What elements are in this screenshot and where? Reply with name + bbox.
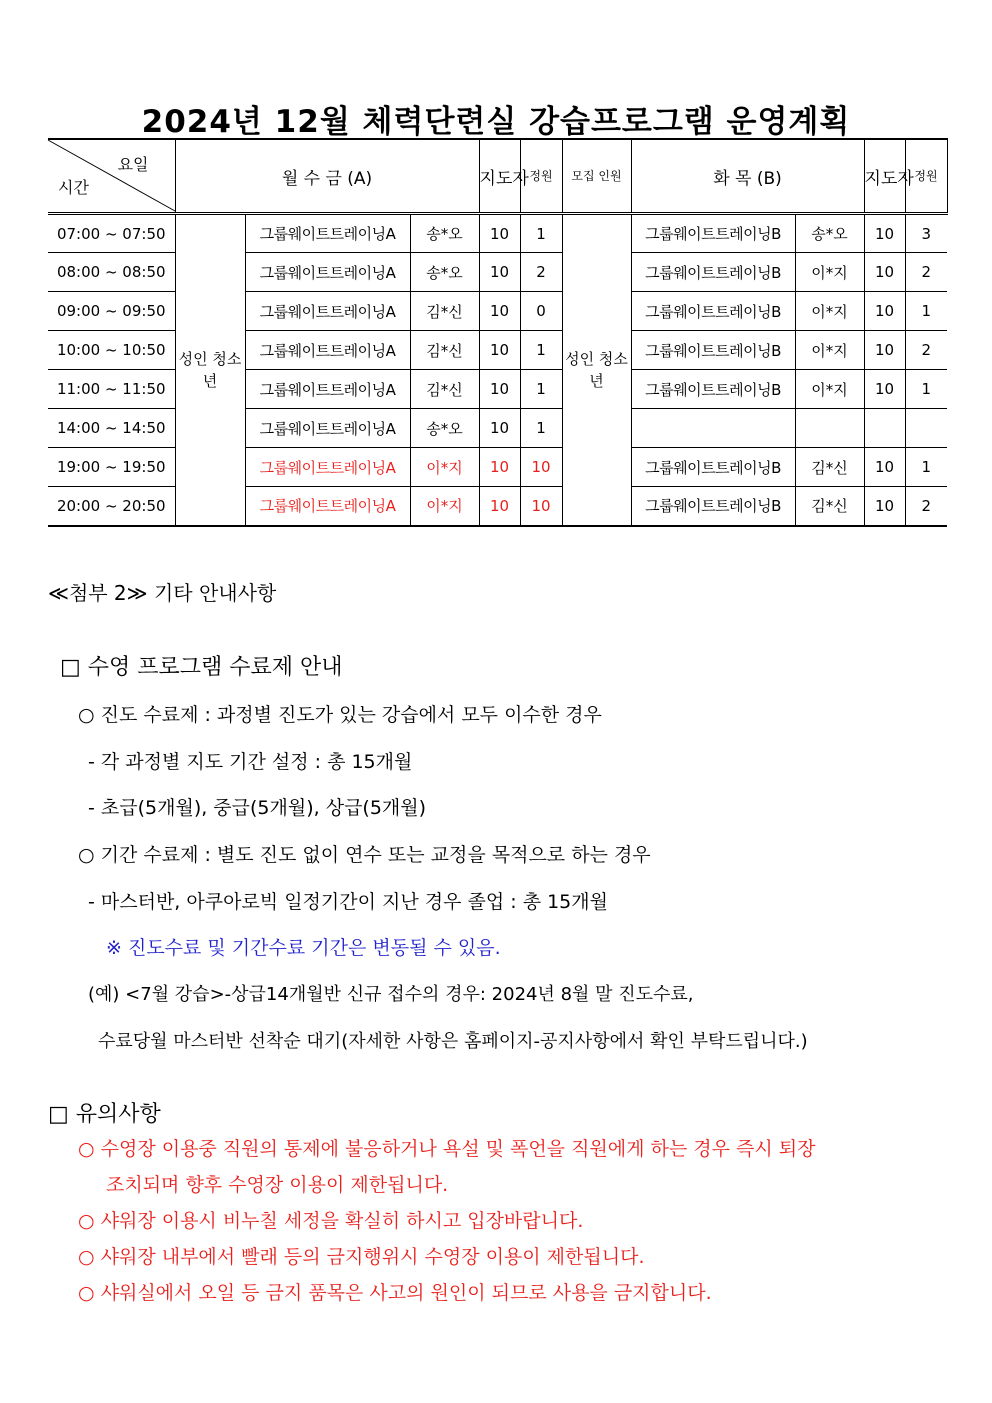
section1-line-5: - 마스터반, 아쿠아로빅 일정기간이 지난 경우 졸업 : 총 15개월 bbox=[88, 891, 608, 913]
corner-time-label: 시간 bbox=[58, 178, 89, 197]
capacity-b-cell: 10 bbox=[864, 292, 905, 331]
program-a-cell: 그룹웨이트트레이닝A bbox=[245, 487, 410, 526]
table-row bbox=[48, 214, 947, 253]
instructor-b-cell: 송*오 bbox=[795, 214, 864, 253]
program-b-cell: 그룹웨이트트레이닝B bbox=[631, 448, 795, 487]
time-cell: 09:00 ~ 09:50 bbox=[48, 292, 175, 331]
time-cell: 11:00 ~ 11:50 bbox=[48, 370, 175, 409]
recruit-a-cell: 2 bbox=[520, 253, 562, 292]
section1-line-2: - 각 과정별 지도 기간 설정 : 총 15개월 bbox=[88, 751, 413, 773]
schedule-table bbox=[48, 138, 947, 527]
capacity-b-cell: 10 bbox=[864, 487, 905, 526]
instructor-a-cell: 김*신 bbox=[410, 370, 479, 409]
capacity-a-cell: 10 bbox=[479, 409, 520, 448]
recruit-header-a: 모집 인원 bbox=[562, 139, 631, 214]
capacity-a-cell: 10 bbox=[479, 331, 520, 370]
program-b-cell: 그룹웨이트트레이닝B bbox=[631, 370, 795, 409]
program-b-cell: 그룹웨이트트레이닝B bbox=[631, 214, 795, 253]
table-header-row bbox=[48, 139, 947, 214]
recruit-a-cell: 0 bbox=[520, 292, 562, 331]
section1-example-2: 수료당월 마스터반 선착순 대기(자세한 사항은 홈페이지-공지사항에서 확인 부탁드립니다.) bbox=[98, 1031, 808, 1052]
section2-line-1: ○ 수영장 이용중 직원의 통제에 불응하거나 욕설 및 폭언을 직원에게 하는 경우 즉시 퇴장 bbox=[78, 1138, 816, 1160]
capacity-b-cell: 10 bbox=[864, 370, 905, 409]
time-cell: 19:00 ~ 19:50 bbox=[48, 448, 175, 487]
instructor-b-cell: 이*지 bbox=[795, 331, 864, 370]
recruit-b-cell: 2 bbox=[905, 331, 947, 370]
capacity-a-cell: 10 bbox=[479, 214, 520, 253]
capacity-b-cell: 10 bbox=[864, 448, 905, 487]
recruit-a-cell: 1 bbox=[520, 370, 562, 409]
program-b-cell: 그룹웨이트트레이닝B bbox=[631, 331, 795, 370]
attachment-heading: ≪첨부 2≫ 기타 안내사항 bbox=[48, 581, 277, 605]
target-a-cell: 성인 청소년 bbox=[175, 214, 245, 526]
group-a-header: 월 수 금 (A) bbox=[175, 139, 479, 214]
instructor-b-cell: 이*지 bbox=[795, 370, 864, 409]
time-cell: 07:00 ~ 07:50 bbox=[48, 214, 175, 253]
capacity-a-cell: 10 bbox=[479, 292, 520, 331]
target-b-cell: 성인 청소년 bbox=[562, 214, 631, 526]
instructor-header-a: 지도자 bbox=[479, 139, 520, 214]
time-cell: 08:00 ~ 08:50 bbox=[48, 253, 175, 292]
recruit-b-cell: 3 bbox=[905, 214, 947, 253]
recruit-b-cell: 1 bbox=[905, 292, 947, 331]
capacity-a-cell: 10 bbox=[479, 448, 520, 487]
instructor-header-b: 지도자 bbox=[864, 139, 905, 214]
recruit-b-cell: 2 bbox=[905, 487, 947, 526]
page-title: 2024년 12월 체력단련실 강습프로그램 운영계획 bbox=[141, 104, 851, 140]
instructor-a-cell: 이*지 bbox=[410, 448, 479, 487]
instructor-b-cell: 이*지 bbox=[795, 253, 864, 292]
recruit-a-cell: 1 bbox=[520, 409, 562, 448]
program-a-cell: 그룹웨이트트레이닝A bbox=[245, 409, 410, 448]
program-a-cell: 그룹웨이트트레이닝A bbox=[245, 214, 410, 253]
capacity-b-cell bbox=[864, 409, 905, 448]
instructor-b-cell: 이*지 bbox=[795, 292, 864, 331]
capacity-b-cell: 10 bbox=[864, 253, 905, 292]
section2-line-5: ○ 샤워실에서 오일 등 금지 품목은 사고의 원인이 되므로 사용을 금지합니다. bbox=[78, 1282, 712, 1304]
section1-line-1: ○ 진도 수료제 : 과정별 진도가 있는 강습에서 모두 이수한 경우 bbox=[78, 704, 602, 726]
time-cell: 20:00 ~ 20:50 bbox=[48, 487, 175, 526]
section1-line-3: - 초급(5개월), 중급(5개월), 상급(5개월) bbox=[88, 797, 427, 819]
section1-heading: □ 수영 프로그램 수료제 안내 bbox=[60, 655, 343, 680]
instructor-b-cell: 김*신 bbox=[795, 487, 864, 526]
recruit-b-cell: 1 bbox=[905, 448, 947, 487]
capacity-header-b: 정원 bbox=[905, 139, 947, 214]
section2-line-4: ○ 샤워장 내부에서 빨래 등의 금지행위시 수영장 이용이 제한됩니다. bbox=[78, 1246, 645, 1268]
section2-line-3: ○ 샤워장 이용시 비누칠 세정을 확실히 하시고 입장바랍니다. bbox=[78, 1210, 584, 1232]
section2-line-2: 조치되며 향후 수영장 이용이 제한됩니다. bbox=[106, 1174, 449, 1196]
instructor-a-cell: 김*신 bbox=[410, 331, 479, 370]
instructor-a-cell: 김*신 bbox=[410, 292, 479, 331]
section2-heading: □ 유의사항 bbox=[48, 1102, 161, 1127]
group-b-header: 화 목 (B) bbox=[631, 139, 864, 214]
recruit-b-cell: 2 bbox=[905, 253, 947, 292]
instructor-a-cell: 송*오 bbox=[410, 214, 479, 253]
program-b-cell: 그룹웨이트트레이닝B bbox=[631, 292, 795, 331]
recruit-a-cell: 10 bbox=[520, 487, 562, 526]
program-a-cell: 그룹웨이트트레이닝A bbox=[245, 292, 410, 331]
program-a-cell: 그룹웨이트트레이닝A bbox=[245, 370, 410, 409]
instructor-b-cell bbox=[795, 409, 864, 448]
section1-example-1: (예) <7월 강습>-상급14개월반 신규 접수의 경우: 2024년 8월 말 진도수료, bbox=[88, 984, 694, 1005]
recruit-a-cell: 10 bbox=[520, 448, 562, 487]
instructor-b-cell: 김*신 bbox=[795, 448, 864, 487]
corner-header bbox=[48, 139, 175, 214]
recruit-a-cell: 1 bbox=[520, 331, 562, 370]
program-a-cell: 그룹웨이트트레이닝A bbox=[245, 448, 410, 487]
capacity-header-a: 정원 bbox=[520, 139, 562, 214]
section1-line-4: ○ 기간 수료제 : 별도 진도 없이 연수 또는 교정을 목적으로 하는 경우 bbox=[78, 844, 651, 866]
recruit-b-cell: 1 bbox=[905, 370, 947, 409]
section1-note: ※ 진도수료 및 기간수료 기간은 변동될 수 있음. bbox=[106, 937, 501, 959]
capacity-b-cell: 10 bbox=[864, 331, 905, 370]
time-cell: 14:00 ~ 14:50 bbox=[48, 409, 175, 448]
capacity-b-cell: 10 bbox=[864, 214, 905, 253]
program-a-cell: 그룹웨이트트레이닝A bbox=[245, 331, 410, 370]
instructor-a-cell: 이*지 bbox=[410, 487, 479, 526]
capacity-a-cell: 10 bbox=[479, 487, 520, 526]
capacity-a-cell: 10 bbox=[479, 370, 520, 409]
time-cell: 10:00 ~ 10:50 bbox=[48, 331, 175, 370]
corner-day-label: 요일 bbox=[117, 155, 149, 174]
program-a-cell: 그룹웨이트트레이닝A bbox=[245, 253, 410, 292]
program-b-cell: 그룹웨이트트레이닝B bbox=[631, 487, 795, 526]
capacity-a-cell: 10 bbox=[479, 253, 520, 292]
recruit-a-cell: 1 bbox=[520, 214, 562, 253]
program-b-cell: 그룹웨이트트레이닝B bbox=[631, 253, 795, 292]
instructor-a-cell: 송*오 bbox=[410, 409, 479, 448]
recruit-b-cell bbox=[905, 409, 947, 448]
instructor-a-cell: 송*오 bbox=[410, 253, 479, 292]
program-b-cell bbox=[631, 409, 795, 448]
